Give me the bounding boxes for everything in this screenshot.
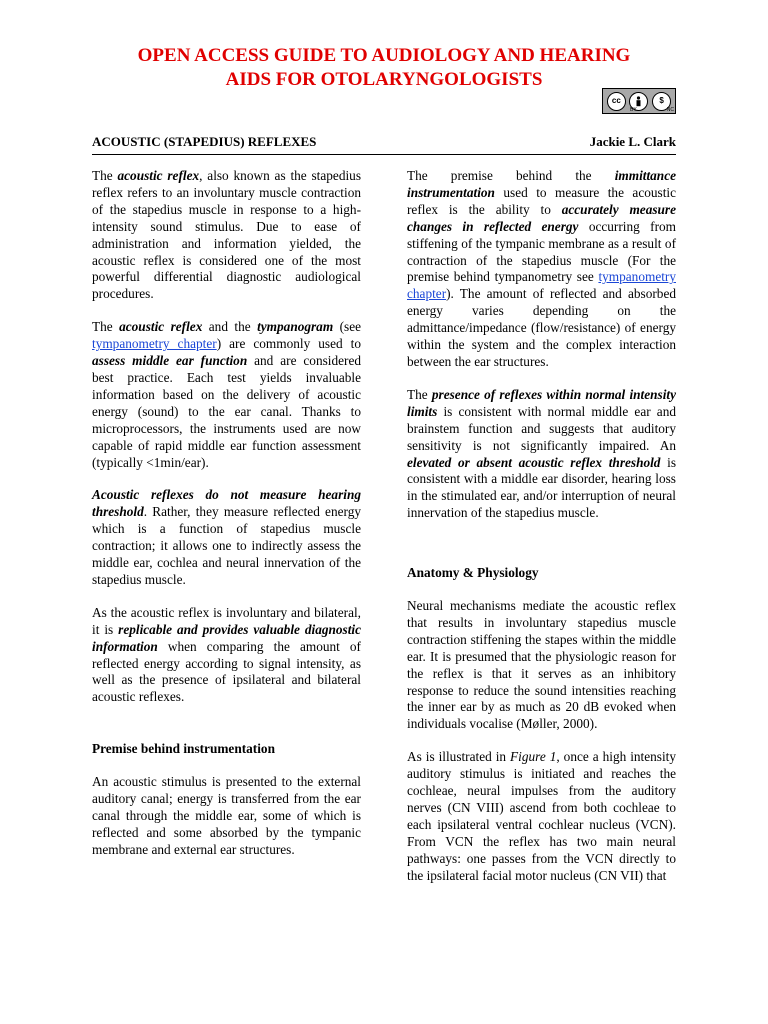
emphasis: Acoustic reflexes do not measure hearing threshold — [92, 487, 361, 520]
spacer — [92, 722, 361, 741]
text: ) are commonly used to — [216, 336, 361, 352]
emphasis: immittance instrumentation — [407, 168, 676, 200]
document-title — [60, 44, 708, 92]
text: (see — [333, 319, 362, 335]
left-column — [92, 168, 361, 875]
paragraph-immittance — [407, 168, 676, 371]
text: The — [92, 168, 118, 183]
tympanometry-chapter-link[interactable]: tympanometry chapter — [407, 269, 676, 302]
license-tag-nc: NC — [666, 107, 674, 113]
emphasis: acoustic reflex — [119, 319, 203, 335]
paragraph-bilateral — [92, 605, 361, 706]
paragraph-figure-reference — [407, 749, 676, 884]
text: , also known as the stapedius reflex refers to an involuntary muscle contraction of the stapedius muscle in response to a high-intensity sound stimulus. Due to ease of administration and information yielded, the acoustic reflex is considered one of the most powerful differential diagnostic audiological procedures. — [92, 168, 361, 302]
emphasis: tympanogram — [257, 319, 334, 335]
title-line-1: OPEN ACCESS GUIDE TO AUDIOLOGY AND HEARING — [137, 45, 631, 66]
text: occurring from stiffening of the tympanic membrane as a result of contraction of the stapedius muscle (For the premise behind tympanometry see — [407, 218, 676, 285]
cc-icon: cc — [607, 92, 626, 111]
section-header — [92, 134, 676, 150]
title-line-2: AIDS FOR OTOLARYNGOLOGISTS — [225, 69, 543, 90]
license-tags — [630, 107, 674, 113]
header-divider — [92, 154, 676, 155]
text: and the — [202, 319, 258, 335]
spacer — [407, 538, 676, 565]
paragraph-neural-mechanisms: Neural mechanisms mediate the acoustic reflex that results in involuntary stapedius muscle contraction stiffening the stapes within the middle ear. It is presumed that the physiologic reason for the reflex is that it serves as an inhibitory response to reduce the sound intensities reaching the inner ear by as much as 20 dB evoked when individuals vocalise (Møller, 2000). — [407, 598, 676, 732]
text: . Rather, they measure reflected energy which is a function of stapedius muscle contraction; it allows one to indirectly assess the middle ear, cochlea and neural innervation of the stapedius muscle. — [92, 504, 361, 587]
text: , once a high intensity auditory stimulus is initiated and reaches the cochleae, neural impulses from the auditory nerves (CN VIII) ascend from both cochleae to each ipsilateral ventral cochlear nucleus (VCN). From VCN the reflex has two main neural pathways: one passes from the VCN directly to the ipsilateral facial motor nucleus (CN VII) that — [407, 749, 677, 883]
text: As is illustrated in — [407, 749, 511, 765]
text: ). The amount of reflected and absorbed energy varies depending on the admittance/impedance (flow/resistance) of energy within the system and the complex interaction between the ear structures. — [407, 286, 676, 369]
paragraph-normal-limits — [407, 387, 676, 522]
text: The — [407, 386, 432, 402]
emphasis: assess middle ear function — [92, 353, 248, 369]
emphasis: accurately measure changes in reflected energy — [407, 201, 676, 234]
text: used to measure the acoustic reflex is the ability to — [407, 184, 676, 217]
text: and are considered best practice. Each test yields invaluable information based on the delivery of acoustic energy (sound) to the ear canal. Thanks to microprocessors, the instruments used are now capable of rapid middle ear function assessment (typically <1min/ear). — [92, 353, 361, 470]
emphasis: replicable and provides valuable diagnostic information — [92, 621, 362, 654]
text: As the acoustic reflex is involuntary and bilateral, it is — [92, 604, 361, 637]
section-title: ACOUSTIC (STAPEDIUS) REFLEXES — [92, 134, 317, 149]
paragraph-threshold — [92, 487, 361, 588]
tympanometry-chapter-link[interactable]: tympanometry chapter — [92, 336, 217, 352]
text: when comparing the amount of reflected energy according to signal intensity, as well as the presence of ipsilateral and bilateral acoustic reflexes. — [92, 638, 361, 705]
text: is consistent with normal middle ear and brainstem function and suggests that auditory sensitivity is not significantly impaired. An — [407, 403, 676, 453]
figure-reference: Figure 1 — [510, 749, 557, 765]
emphasis: acoustic reflex — [117, 168, 200, 183]
emphasis: elevated or absent acoustic reflex threshold — [407, 454, 661, 470]
license-tag-by: BY — [630, 107, 637, 113]
emphasis: presence of reflexes within normal intensity limits — [407, 386, 677, 419]
text: is consistent with a middle ear disorder, hearing loss in the stimulated ear, and/or interruption of neural innervation of the stapedius muscle. — [407, 454, 676, 521]
text: The premise behind the — [407, 168, 615, 183]
paragraph-intro — [92, 168, 361, 303]
author-name: Jackie L. Clark — [589, 134, 676, 149]
text: The — [92, 319, 120, 335]
heading-premise: Premise behind instrumentation — [92, 741, 275, 757]
paragraph-stimulus: An acoustic stimulus is presented to the external auditory canal; energy is transferred from the ear canal through the middle ear, some of which is reflected and some absorbed by the tympanic membrane and external ear structures. — [92, 774, 361, 857]
noncommercial-icon: $ — [652, 92, 671, 111]
right-column — [407, 168, 676, 901]
heading-anatomy: Anatomy & Physiology — [407, 565, 539, 581]
paragraph-tympanogram — [92, 319, 361, 471]
